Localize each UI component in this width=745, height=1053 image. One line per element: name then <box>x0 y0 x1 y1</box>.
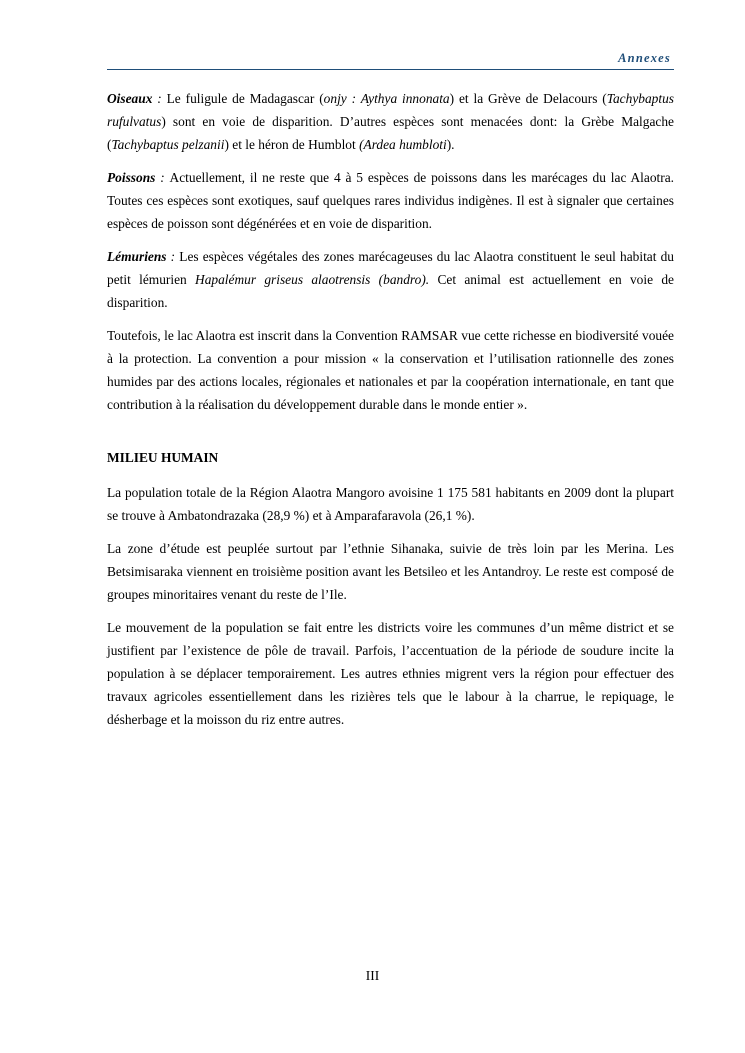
header-rule <box>107 69 674 70</box>
text: ) sont en voie de disparition. D’autres espèces sont menacées dont: la Grèbe Malgache ( <box>107 114 674 152</box>
species-name: (Ardea humbloti <box>359 137 447 152</box>
text: ) et la Grève de Delacours ( <box>449 91 607 106</box>
paragraph-population: La population totale de la Région Alaotra Mangoro avoisine 1 175 581 habitants en 2009 dont la plupart se trouve à Ambatondrazaka (28,9 %) et à Amparafaravola (26,1 %). <box>107 485 674 523</box>
section-heading: MILIEU HUMAIN <box>107 450 219 465</box>
page-body <box>107 87 674 741</box>
text: Le fuligule de Madagascar ( <box>166 91 324 106</box>
sep: : <box>155 170 170 185</box>
paragraph-oiseaux <box>107 87 674 156</box>
text: Cet animal est actuellement en voie de disparition. <box>107 272 674 310</box>
paragraph-ramsar: Toutefois, le lac Alaotra est inscrit dans la Convention RAMSAR vue cette richesse en biodiversité vouée à la protection. La convention a pour mission « la conservation et l’utilisation rationnelle des zones humides par des actions locales, régionales et nationales et par la coopération internationale, en tant que contribution à la réalisation du développement durable dans le monde entier ». <box>107 328 674 412</box>
species-name: Tachybaptus rufulvatus <box>107 91 674 129</box>
paragraph-lemuriens <box>107 245 674 314</box>
paragraph-ethnies: La zone d’étude est peuplée surtout par l’ethnie Sihanaka, suivie de très loin par les Merina. Les Betsimisaraka viennent en troisième position avant les Betsileo et les Antandroy. Le reste est composé de groupes minoritaires venant du reste de l’Ile. <box>107 541 674 602</box>
running-header: Annexes <box>618 51 671 65</box>
page-number: III <box>365 968 380 983</box>
paragraph-poissons <box>107 166 674 235</box>
paragraph-mouvement: Le mouvement de la population se fait entre les districts voire les communes d’un même district et se justifient par l’existence de pôle de travail. Parfois, l’accentuation de la période de soudure incite la population à se déplacer temporairement. Les autres ethnies migrent vers la région pour effectuer des travaux agricoles essentiellement dans les rizières tels que le labour à la charrue, le repiquage, le désherbage et la moisson du riz entre autres. <box>107 620 674 727</box>
label-lemuriens: Lémuriens <box>107 249 167 264</box>
text: Actuellement, il ne reste que 4 à 5 espèces de poissons dans les marécages du lac Alaotra. Toutes ces espèces sont exotiques, sauf quelques rares individus indigènes. Il est à signaler que certaines espèces de poisson sont dégénérées et en voie de disparition. <box>107 170 674 231</box>
text: ) et le héron de Humblot <box>224 137 360 152</box>
sep: : <box>152 91 167 106</box>
text: Les espèces végétales des zones marécageuses du lac Alaotra constituent le seul habitat du petit lémurien <box>107 249 674 287</box>
species-name: onjy : Aythya innonata <box>323 91 450 106</box>
species-name: Hapalémur griseus alaotrensis (bandro). <box>195 272 430 287</box>
label-oiseaux: Oiseaux <box>107 91 153 106</box>
label-poissons: Poissons <box>107 170 156 185</box>
species-name: Tachybaptus pelzanii <box>111 137 225 152</box>
text: ). <box>446 137 455 152</box>
sep: : <box>166 249 180 264</box>
